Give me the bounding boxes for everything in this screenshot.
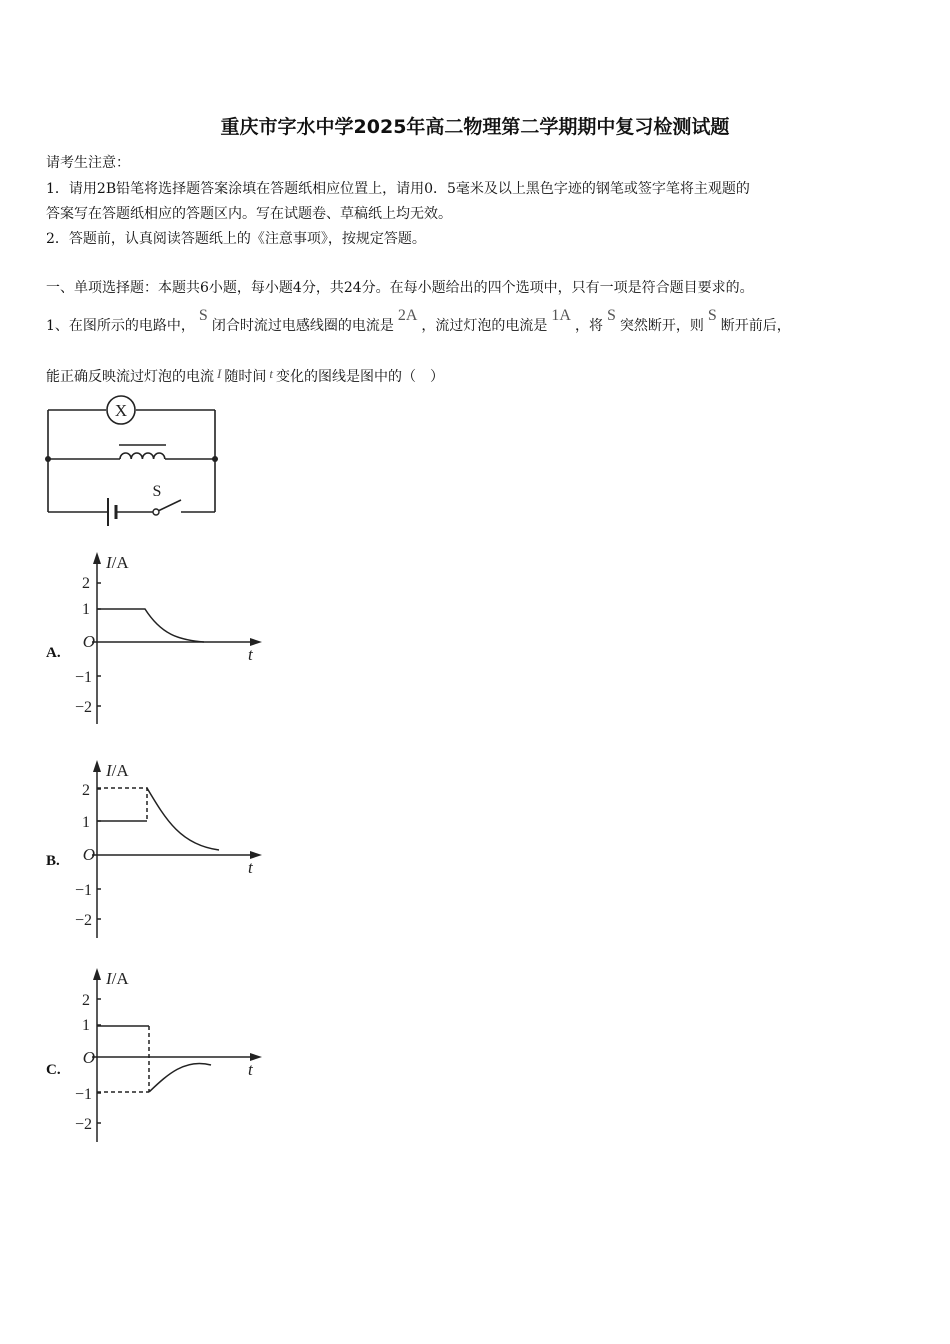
ylabel-i: I <box>106 761 112 780</box>
tick-label-2: 2 <box>82 575 90 592</box>
option-c-label[interactable]: C. <box>46 1062 61 1078</box>
graph-c <box>66 968 266 1146</box>
q1-sym-s3: S <box>707 307 717 324</box>
ylabel-unit: /A <box>111 553 129 572</box>
question1-line2 <box>46 366 444 386</box>
q1-val-1a: 1A <box>551 307 571 324</box>
switch-blade <box>158 500 181 511</box>
q1-text-1: 1、在图所示的电路中， <box>46 318 195 334</box>
tick-label-m1: −1 <box>74 882 92 899</box>
q1-sym-s2: S <box>606 307 616 324</box>
q1-val-2a: 2A <box>397 307 418 324</box>
ylabel-unit: /A <box>111 761 129 780</box>
q1-text-4: ，将 <box>574 318 603 334</box>
lamp-label: X <box>114 401 128 420</box>
q1-text-9: 变化的图线是图中的（ ） <box>275 369 444 385</box>
switch-contact <box>153 509 159 515</box>
y-arrow-icon <box>93 552 101 564</box>
junction-left <box>45 456 51 462</box>
curve-c <box>149 1063 211 1092</box>
q1-sym-s1: S <box>198 307 208 324</box>
tick-label-1: 1 <box>82 814 90 831</box>
q1-text-6: 断开前后， <box>720 318 791 334</box>
switch-label: S <box>152 483 162 500</box>
q1-var-i: I <box>217 366 222 381</box>
tick-label-m1: −1 <box>74 1086 92 1103</box>
origin-label: O <box>82 632 95 651</box>
tick-label-2: 2 <box>82 992 90 1009</box>
inductor-coil-icon <box>120 453 165 459</box>
ylabel-i: I <box>106 969 112 988</box>
question1-line1 <box>46 307 791 335</box>
tick-label-m2: −2 <box>74 1116 92 1133</box>
dashed-reference <box>97 1026 149 1092</box>
notice-item2: 2．答题前，认真阅读答题纸上的《注意事项》，按规定答题。 <box>46 231 426 247</box>
notice-item1-line1: 1．请用2B铅笔将选择题答案涂填在答题纸相应位置上，请用0．5毫米及以上黑色字迹的钢笔或签字笔将主观题的 <box>46 181 750 197</box>
q1-text-3: ，流过灯泡的电流是 <box>421 318 548 334</box>
xlabel-t: t <box>248 645 253 664</box>
junction-right <box>212 456 218 462</box>
ylabel-i: I <box>106 553 112 572</box>
y-arrow-icon <box>93 760 101 772</box>
tick-label-1: 1 <box>82 1017 90 1034</box>
svg-text:I/A <box>105 761 129 780</box>
origin-label: O <box>82 845 95 864</box>
svg-text:I/A <box>105 969 129 988</box>
svg-text:I/A <box>105 553 129 572</box>
q1-text-5: 突然断开，则 <box>619 318 704 334</box>
y-arrow-icon <box>93 968 101 980</box>
page-title: 重庆市字水中学2025年高二物理第二学期期中复习检测试题 <box>220 116 730 138</box>
dashed-reference <box>97 788 147 821</box>
option-b-label[interactable]: B. <box>46 853 60 869</box>
circuit-diagram <box>40 390 230 530</box>
graph-b <box>66 760 266 942</box>
section1-heading: 一、单项选择题：本题共6小题，每小题4分，共24分。在每小题给出的四个选项中，只有一项是符合题目要求的。 <box>46 280 754 296</box>
ylabel-unit: /A <box>111 969 129 988</box>
tick-label-m2: −2 <box>74 699 92 716</box>
tick-label-1: 1 <box>82 601 90 618</box>
q1-text-7: 能正确反映流过灯泡的电流 <box>46 369 214 385</box>
curve-b <box>147 788 219 850</box>
q1-var-t: t <box>269 366 273 381</box>
tick-label-m2: −2 <box>74 912 92 929</box>
notice-heading: 请考生注意： <box>46 155 130 171</box>
curve-a <box>97 609 204 642</box>
notice-item1-line2: 答案写在答题纸相应的答题区内。写在试题卷、草稿纸上均无效。 <box>46 206 452 222</box>
graph-a <box>66 552 266 730</box>
origin-label: O <box>82 1048 95 1067</box>
q1-text-8: 随时间 <box>224 369 267 385</box>
tick-label-m1: −1 <box>74 669 92 686</box>
option-a-label[interactable]: A. <box>46 645 61 661</box>
tick-label-2: 2 <box>82 782 90 799</box>
xlabel-t: t <box>248 858 253 877</box>
q1-text-2: 闭合时流过电感线圈的电流是 <box>211 318 394 334</box>
xlabel-t: t <box>248 1060 253 1079</box>
